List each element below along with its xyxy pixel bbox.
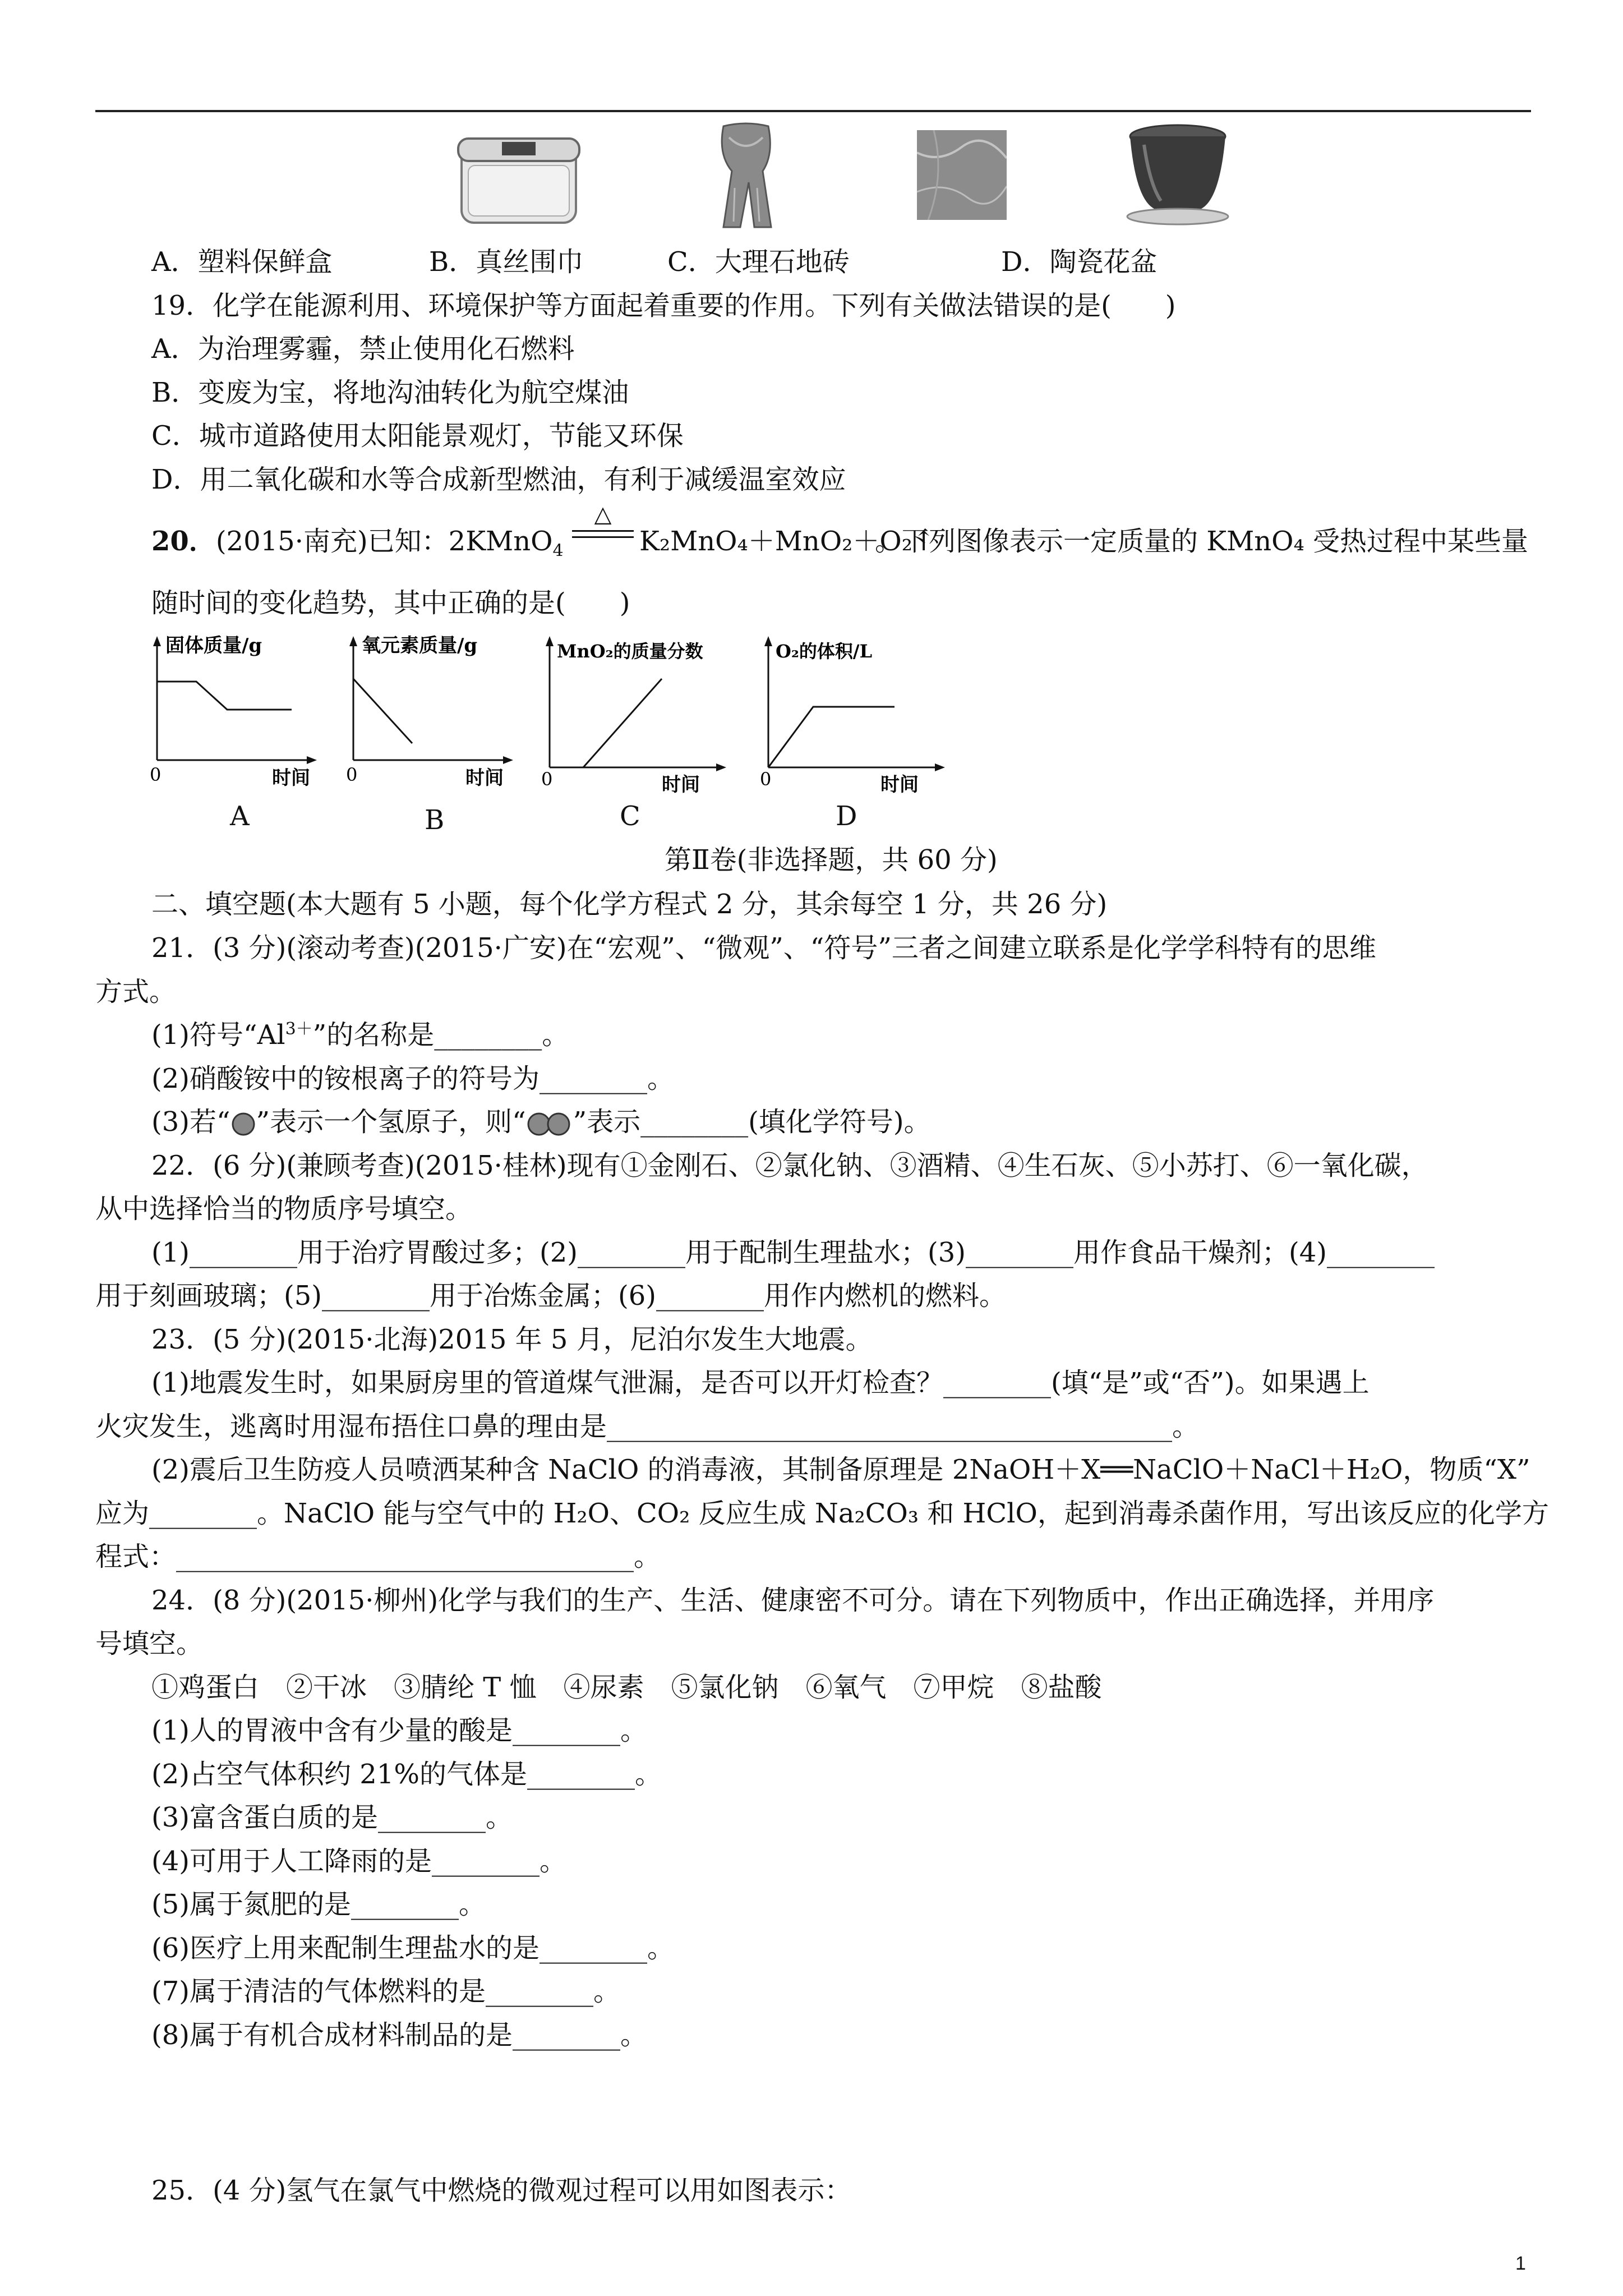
section2-title: 第Ⅱ卷(非选择题，共 60 分) (665, 844, 998, 876)
q19-option-b: B．变废为宝，将地沟油转化为航空煤油 (151, 377, 629, 408)
chart-d (754, 634, 956, 802)
chart-d-ylabel: O₂的体积/L (776, 641, 873, 662)
silk-scarf-image (701, 121, 791, 233)
plastic-box-image (457, 126, 580, 227)
ceramic-pot-image (1122, 122, 1234, 229)
q19-option-c: C．城市道路使用太阳能景观灯，节能又环保 (151, 420, 684, 452)
heat-condition (572, 502, 634, 538)
option-c-marble-tile: C．大理石地砖 (667, 246, 850, 278)
option-b-silk-scarf: B．真丝围巾 (429, 246, 584, 278)
q21-part2: (2)硝酸铵中的铵根离子的符号为________。 (151, 1063, 674, 1094)
q21-line1: 21．(3 分)(滚动考查)(2015·广安)在“宏观”、“微观”、“符号”三者之间建立联系是化学学科特有的思维 (151, 932, 1376, 964)
hydrogen-atom-icon (230, 1111, 256, 1137)
chart-a-origin: 0 (150, 764, 162, 785)
chart-c-letter: C (620, 800, 640, 832)
q20-prefix: (2015·南充)已知：2KMnO (215, 526, 553, 557)
chart-a-xlabel: 时间 (272, 767, 310, 789)
chart-c-origin: 0 (541, 769, 553, 790)
q20-tail: 。下列图像表示一定质量的 KMnO₄ 受热过程中某些量 (875, 526, 1529, 557)
q19-option-d: D．用二氧化碳和水等合成新型燃油，有利于减缓温室效应 (151, 464, 846, 495)
chart-b-ylabel: 氧元素质量/g (362, 634, 478, 657)
chart-d-curve (768, 707, 895, 767)
q23-line1: 23．(5 分)(2015·北海)2015 年 5 月，尼泊尔发生大地震。 (151, 1324, 873, 1355)
q23-line3: 火灾发生，逃离时用湿布捂住口鼻的理由是__________________________________________。 (95, 1411, 1200, 1442)
q24-line2: 号填空。 (95, 1628, 204, 1659)
page-number: 1 (1515, 2253, 1526, 2274)
chart-a-letter: A (230, 800, 250, 832)
q24-item-8: (8)属于有机合成材料制品的是________。 (151, 2019, 647, 2051)
q19-option-a: A．为治理雾霾，禁止使用化石燃料 (151, 333, 575, 365)
q20-line2: 随时间的变化趋势，其中正确的是( ) (151, 587, 630, 619)
chart-c-xlabel: 时间 (662, 774, 700, 796)
hydrogen-molecule-icon (526, 1111, 573, 1137)
q21-line2: 方式。 (95, 976, 177, 1007)
chart-a-curve (157, 682, 292, 710)
chart-a-ylabel: 固体质量/g (165, 634, 262, 657)
marble-tile-image (917, 130, 1007, 220)
q23-line6: 程式：__________________________________。 (95, 1541, 661, 1572)
section2-subtitle: 二、填空题(本大题有 5 小题，每个化学方程式 2 分，其余每空 1 分，共 26 分) (151, 889, 1108, 920)
chart-c-ylabel: MnO₂的质量分数 (557, 641, 703, 662)
q22-line1: 22．(6 分)(兼顾考查)(2015·桂林)现有①金刚石、②氯化钠、③酒精、④生石灰、⑤小苏打、⑥一氧化碳， (151, 1150, 1428, 1181)
chart-c-curve (583, 679, 662, 767)
chart-c (536, 634, 737, 802)
q24-item-2: (2)占空气体积约 21%的气体是________。 (151, 1759, 662, 1790)
chart-b-letter: B (425, 804, 445, 836)
q24-item-6: (6)医疗上用来配制生理盐水的是________。 (151, 1932, 674, 1964)
chart-b-xlabel: 时间 (465, 767, 504, 789)
q20-number: 20． (151, 526, 216, 557)
option-d-ceramic-pot: D．陶瓷花盆 (1001, 246, 1158, 278)
top-rule (95, 110, 1531, 112)
q24-item-5: (5)属于氮肥的是________。 (151, 1889, 486, 1920)
chart-b-origin: 0 (346, 764, 358, 785)
q24-line1: 24．(8 分)(2015·柳州)化学与我们的生产、生活、健康密不可分。请在下列物质中，作出正确选择，并用序 (151, 1585, 1435, 1616)
q22-line3: (1)________用于治疗胃酸过多；(2)________用于配制生理盐水；(3)________用作食品干燥剂；(4)________ (151, 1237, 1435, 1268)
chart-d-letter: D (836, 800, 857, 832)
chart-d-origin: 0 (760, 769, 772, 790)
q24-item-4: (4)可用于人工降雨的是________。 (151, 1846, 566, 1877)
q21-part1: (1)符号“$Al^{3+}$”的名称是________。 (151, 1019, 569, 1051)
q22-line4: 用于刻画玻璃；(5)________用于冶炼金属；(6)________用作内燃机的燃料。 (95, 1280, 1006, 1312)
chart-b-curve (353, 679, 412, 743)
q20-products: K₂MnO₄＋MnO₂＋O₂↑ (639, 526, 935, 557)
option-a-plastic-box: A．塑料保鲜盒 (151, 246, 333, 278)
chart-b (339, 634, 524, 797)
q23-line5: 应为________。NaClO 能与空气中的 H₂O、CO₂ 反应生成 Na₂CO₃ 和 HClO，起到消毒杀菌作用，写出该反应的化学方 (95, 1498, 1549, 1529)
q22-line2: 从中选择恰当的物质序号填空。 (95, 1193, 473, 1225)
q23-line2: (1)地震发生时，如果厨房里的管道煤气泄漏，是否可以开灯检查？________(填“是”或“否”)。如果遇上 (151, 1367, 1370, 1398)
q23-line4: (2)震后卫生防疫人员喷洒某种含 NaClO 的消毒液，其制备原理是 2NaOH＋X══NaClO＋NaCl＋H₂O，物质“X” (151, 1454, 1530, 1485)
q24-options: ①鸡蛋白 ②干冰 ③腈纶 T 恤 ④尿素 ⑤氯化钠 ⑥氧气 ⑦甲烷 ⑧盐酸 (151, 1672, 1102, 1703)
q24-item-1: (1)人的胃液中含有少量的酸是________。 (151, 1715, 647, 1746)
q19-stem: 19．化学在能源利用、环境保护等方面起着重要的作用。下列有关做法错误的是( ) (151, 290, 1176, 321)
chart-a (143, 634, 328, 797)
q24-item-3: (3)富含蛋白质的是________。 (151, 1802, 513, 1833)
q25-stem: 25．(4 分)氢气在氯气中燃烧的微观过程可以用如图表示： (151, 2175, 852, 2206)
q20-line1: 20．(2015·南充)已知：2KMnO$_4$ (151, 526, 564, 561)
heat-symbol: △ (594, 501, 612, 527)
q21-part3: (3)若“ ”表示一个氢原子，则“ ”表示________(填化学符号)。 (151, 1106, 931, 1138)
q24-item-7: (7)属于清洁的气体燃料的是________。 (151, 1976, 620, 2007)
chart-d-xlabel: 时间 (880, 774, 919, 796)
